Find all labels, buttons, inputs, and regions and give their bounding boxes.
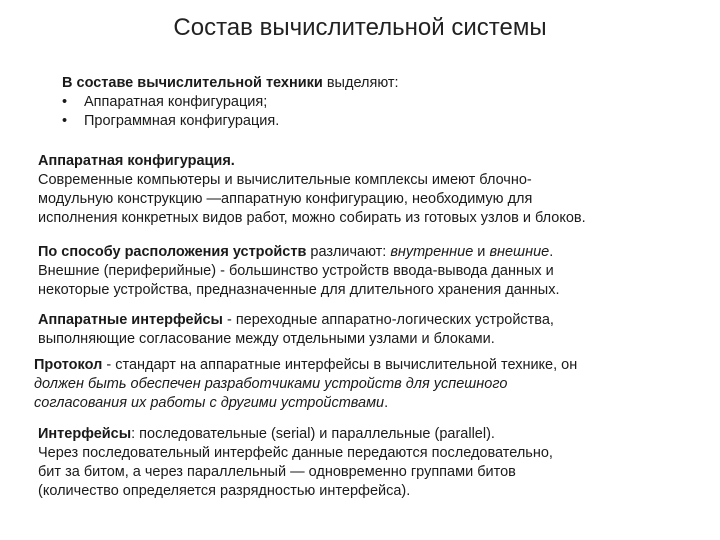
interfaces-def-section bbox=[38, 311, 554, 349]
interfaces-def-rest: - переходные аппаратно-логических устройства, bbox=[222, 312, 554, 328]
intro-lead bbox=[62, 74, 399, 93]
protocol-last-line bbox=[34, 394, 577, 413]
interfaces-types-line: Через последовательный интерфейс данные передаются последовательно, bbox=[38, 445, 553, 461]
intro-section bbox=[62, 74, 399, 131]
list-item-text: Аппаратная конфигурация; bbox=[84, 94, 268, 110]
placement-bold: По способу расположения устройств bbox=[38, 244, 307, 260]
intro-lead-bold: В составе вычислительной техники bbox=[62, 75, 323, 91]
interfaces-def-bold: Аппаратные интерфейсы bbox=[38, 312, 223, 328]
interfaces-def-first-line bbox=[38, 311, 554, 330]
placement-section bbox=[38, 243, 560, 300]
protocol-italic-line: должен быть обеспечен разработчиками устройств для успешного bbox=[34, 376, 508, 392]
bullet-icon: • bbox=[62, 94, 68, 110]
list-item bbox=[62, 112, 399, 131]
intro-lead-rest: выделяют: bbox=[322, 75, 399, 91]
protocol-italic-line: согласования их работы с другими устройствами bbox=[34, 395, 385, 411]
interfaces-types-first-line bbox=[38, 425, 553, 444]
hardware-section bbox=[38, 152, 586, 228]
protocol-rest: - стандарт на аппаратные интерфейсы в вычислительной технике, он bbox=[102, 357, 578, 373]
placement-line: некоторые устройства, предназначенные для длительного хранения данных. bbox=[38, 282, 560, 298]
placement-line: Внешние (периферийные) - большинство устройств ввода-вывода данных и bbox=[38, 263, 554, 279]
interfaces-types-section bbox=[38, 425, 553, 501]
hardware-line: модульную конструкцию —аппаратную конфигурацию, необходимую для bbox=[38, 191, 533, 207]
protocol-section bbox=[34, 356, 577, 413]
bullet-icon: • bbox=[62, 113, 68, 129]
placement-internal: внутренние bbox=[390, 244, 474, 260]
placement-end: . bbox=[549, 244, 554, 260]
interfaces-types-line: (количество определяется разрядностью интерфейса). bbox=[38, 483, 411, 499]
placement-external: внешние bbox=[489, 244, 550, 260]
page-title: Состав вычислительной системы bbox=[173, 14, 547, 41]
hardware-line: исполнения конкретных видов работ, можно собирать из готовых узлов и блоков. bbox=[38, 210, 586, 226]
list-item-text: Программная конфигурация. bbox=[84, 113, 280, 129]
interfaces-types-line: бит за битом, а через параллельный — одновременно группами битов bbox=[38, 464, 516, 480]
placement-first-line bbox=[38, 243, 560, 262]
interfaces-types-rest: : последовательные (serial) и параллельные (parallel). bbox=[131, 426, 495, 442]
placement-and: и bbox=[473, 244, 490, 260]
interfaces-types-bold: Интерфейсы bbox=[38, 426, 132, 442]
hardware-heading: Аппаратная конфигурация. bbox=[38, 153, 235, 169]
placement-rest: различают: bbox=[306, 244, 391, 260]
interfaces-def-line: выполняющие согласование между отдельными узлами и блоками. bbox=[38, 331, 495, 347]
protocol-first-line bbox=[34, 356, 577, 375]
list-item bbox=[62, 93, 399, 112]
hardware-line: Современные компьютеры и вычислительные комплексы имеют блочно- bbox=[38, 172, 532, 188]
protocol-bold: Протокол bbox=[34, 357, 103, 373]
protocol-end: . bbox=[384, 395, 389, 411]
